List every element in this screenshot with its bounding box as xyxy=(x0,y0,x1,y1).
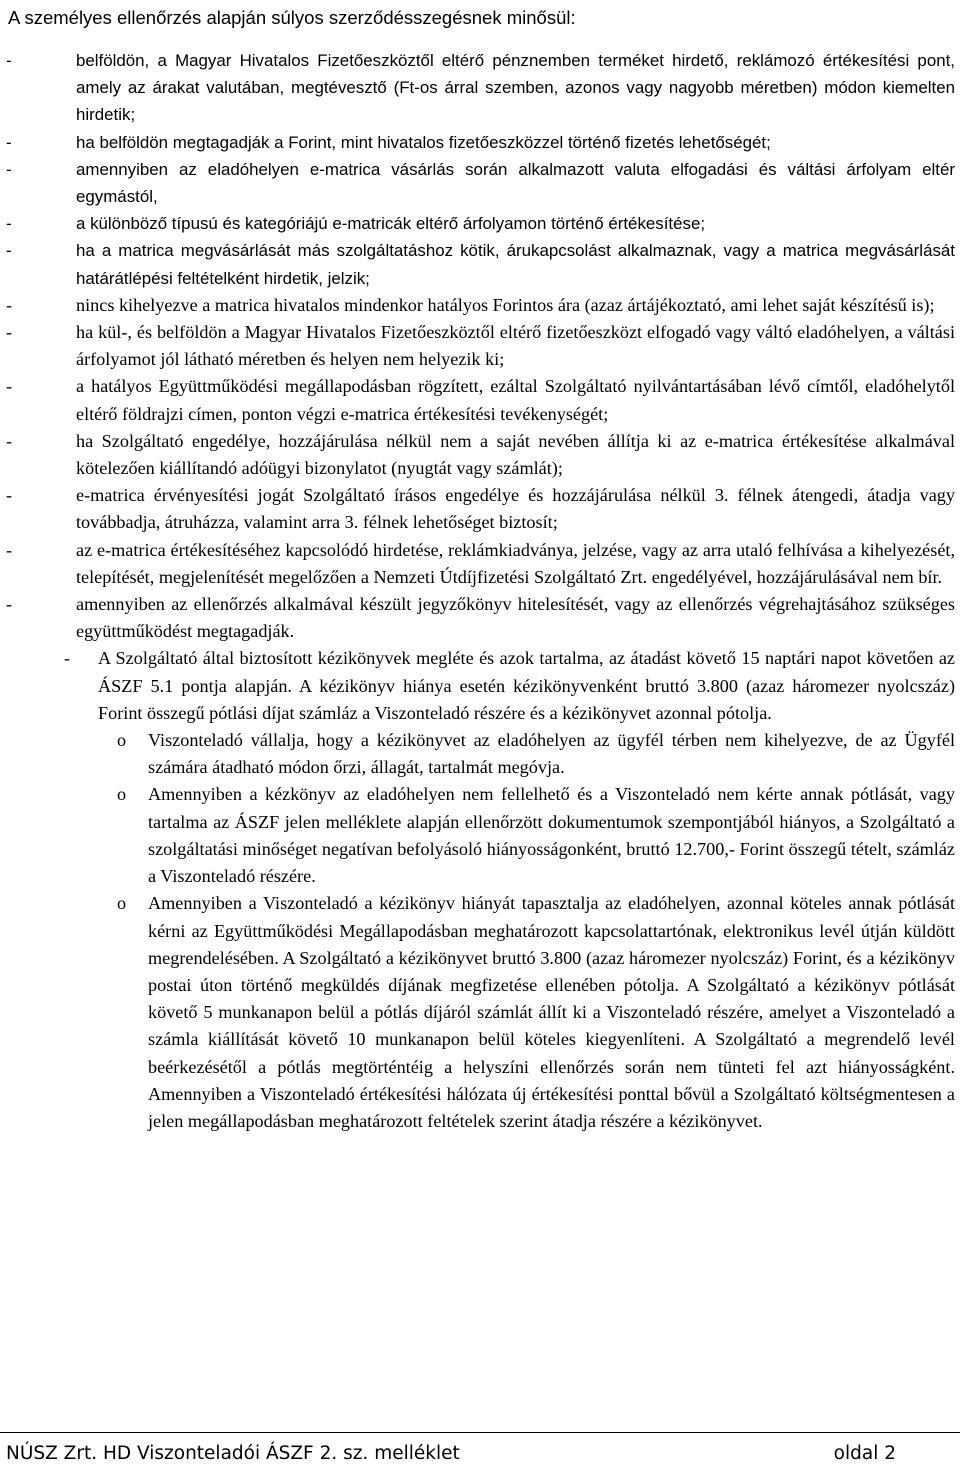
list-item-text: amennyiben az ellenőrzés alkalmával készült jegyzőkönyv hitelesítését, vagy az ellenőrzés végrehajtásához szükséges együttműködést megtagadják. xyxy=(76,594,955,642)
sub-list-item xyxy=(0,781,955,890)
list-item xyxy=(0,482,955,536)
list-item-text: ha kül-, és belföldön a Magyar Hivatalos Fizetőeszköztől eltérő fizetőeszközt elfogadó vagy váltó eladóhelyen, a váltási árfolyamot jól látható méretben és helyen nem helyezik ki; xyxy=(76,322,955,370)
list-bullet: - xyxy=(6,294,13,315)
list-bullet: - xyxy=(64,648,71,669)
list-bullet: - xyxy=(6,485,13,506)
list-item-text: nincs kihelyezve a matrica hivatalos mindenkor hatályos Forintos ára (azaz ártájékoztató, ami lehet saját készítésű is); xyxy=(76,294,935,315)
sub-bullet: o xyxy=(117,893,127,914)
sub-list-item-text: Viszonteladó vállalja, hogy a kézikönyvet az eladóhelyen az ügyfél térben nem kihelyezve, de az Ügyfél számára átadható módon őrzi, állagát, tartalmát megóvja. xyxy=(148,730,955,778)
list-item xyxy=(0,156,955,210)
list-bullet: - xyxy=(6,214,12,234)
violation-list xyxy=(0,47,955,1135)
list-item-text: A Szolgáltató által biztosított kézikönyvek megléte és azok tartalma, az átadást követő 15 naptári napot követően az ÁSZF 5.1 pontja alapján. A kézikönyv hiánya esetén kézikönyvenként bruttó 3.800 (azaz háromezer nyolcszáz) Forint összegű pótlási díjat számláz a Viszonteladó részére és a kézikönyvet azonnal pótolja. xyxy=(98,648,955,723)
list-item-text: e-matrica érvényesítési jogát Szolgáltató írásos engedélye és hozzájárulása nélkül 3. félnek átengedi, átadja vagy továbbadja, átruházza, valamint arra 3. félnek lehetőséget biztosít; xyxy=(76,485,955,533)
list-item-text: a különböző típusú és kategóriájú e-matricák eltérő árfolyamon történő értékesítése; xyxy=(76,214,706,234)
list-bullet: - xyxy=(6,322,13,343)
list-item xyxy=(0,292,955,319)
sub-list-item xyxy=(0,727,955,781)
sub-list-item-text: Amennyiben a Viszonteladó a kézikönyv hiányát tapasztalja az eladóhelyen, azonnal köteles annak pótlását kérni az Együttműködési Megállapodásban meghatározott kapcsolattartónak, elektronikus levél útján küldött megrendelésében. A Szolgáltató a kézikönyvet bruttó 3.800 (azaz háromezer nyolcszáz) Forint, és a kézikönyv postai úton történő megküldés díjának megfizetése ellenében pótolja. A Szolgáltató a kézikönyv pótlását követő 5 munkanapon belül a pótlás díjáról számlát állít ki a Viszonteladó részére, amelyet a Viszonteladó a számla kiállítását követő 10 munkanapon belül köteles kiegyenlíteni. A Szolgáltató a megrendelő levél beérkezésétől a pótlás megtörténtéig a helyszíni ellenőrzés során nem tünteti fel azt hiányosságként. Amennyiben a Viszonteladó értékesítési hálózata új értékesítési ponttal bővül a Szolgáltató költségmentesen a jelen megállapodásban meghatározott feltételek szerint átadja részére a kézikönyvet. xyxy=(148,893,955,1131)
list-item-text: ha a matrica megvásárlását más szolgáltatáshoz kötik, árukapcsolást alkalmaznak, vagy a matrica megvásárlását határátlépési feltételként hirdetik, jelzik; xyxy=(76,241,955,288)
list-bullet: - xyxy=(6,376,13,397)
list-bullet: - xyxy=(6,594,13,615)
list-item-text: belföldön, a Magyar Hivatalos Fizetőeszköztől eltérő pénznemben terméket hirdető, reklámozó értékesítési pont, amely az árakat valutában, megtévesztő (Ft-os árral szemben, azonos vagy nagyobb méretben) módon kiemelten hirdetik; xyxy=(76,51,955,125)
list-bullet: - xyxy=(6,51,12,70)
sub-list-item xyxy=(0,890,955,1135)
list-bullet: - xyxy=(6,132,12,152)
list-item xyxy=(0,428,955,482)
sub-bullet: o xyxy=(117,784,127,805)
list-item-text: a hatályos Együttműködési megállapodásban rögzített, ezáltal Szolgáltató nyilvántartásában lévő címtől, eladóhelytől eltérő földrajzi címen, ponton végzi e-matrica értékesítési tevékenységét; xyxy=(76,376,955,424)
list-bullet: - xyxy=(6,241,12,261)
list-item-text: ha belföldön megtagadják a Forint, mint hivatalos fizetőeszközzel történő fizetés lehetőségét; xyxy=(76,132,771,152)
footer-page-number: oldal 2 xyxy=(833,1443,896,1464)
footer-divider xyxy=(0,1432,960,1433)
handbook-list-item xyxy=(0,645,955,727)
list-bullet: - xyxy=(6,539,13,560)
list-item-text: amennyiben az eladóhelyen e-matrica vásárlás során alkalmazott valuta elfogadási és váltási árfolyam eltér egymástól, xyxy=(76,159,955,207)
sub-bullet: o xyxy=(117,730,127,751)
list-item xyxy=(0,129,955,156)
list-item-text: ha Szolgáltató engedélye, hozzájárulása nélkül nem a saját nevében állítja ki az e-matrica értékesítése alkalmával kötelezően kiállítandó adóügyi bizonylatot (nyugtát vagy számlát); xyxy=(76,430,955,479)
list-item xyxy=(0,537,955,591)
footer-document-title: NÚSZ Zrt. HD Viszonteladói ÁSZF 2. sz. melléklet xyxy=(6,1443,460,1464)
list-item xyxy=(0,373,955,427)
list-item xyxy=(0,591,955,645)
list-item xyxy=(0,319,955,373)
section-heading: A személyes ellenőrzés alapján súlyos szerződésszegésnek minősül: xyxy=(8,7,576,28)
sub-list-item-text: Amennyiben a kézkönyv az eladóhelyen nem fellelhető és a Viszonteladó nem kérte annak pótlását, vagy tartalma az ÁSZF jelen melléklete alapján ellenőrzött dokumentumok szempontjából hiányos, a Szolgáltató a szolgáltatási minőséget negatívan befolyásoló hiányosságonként, bruttó 12.700,- Forint összegű tételt, számláz a Viszonteladó részére. xyxy=(148,784,955,887)
list-item xyxy=(0,237,955,291)
list-item-text: az e-matrica értékesítéséhez kapcsolódó hirdetése, reklámkiadványa, jelzése, vagy az arra utaló felhívása a kihelyezését, telepítését, megjelenítését megelőzően a Nemzeti Útdíjfizetési Szolgáltató Zrt. engedélyével, hozzájárulásával nem bír. xyxy=(76,539,955,587)
list-item xyxy=(0,47,955,129)
list-bullet: - xyxy=(6,430,13,451)
list-item xyxy=(0,210,955,237)
list-bullet: - xyxy=(6,159,12,179)
